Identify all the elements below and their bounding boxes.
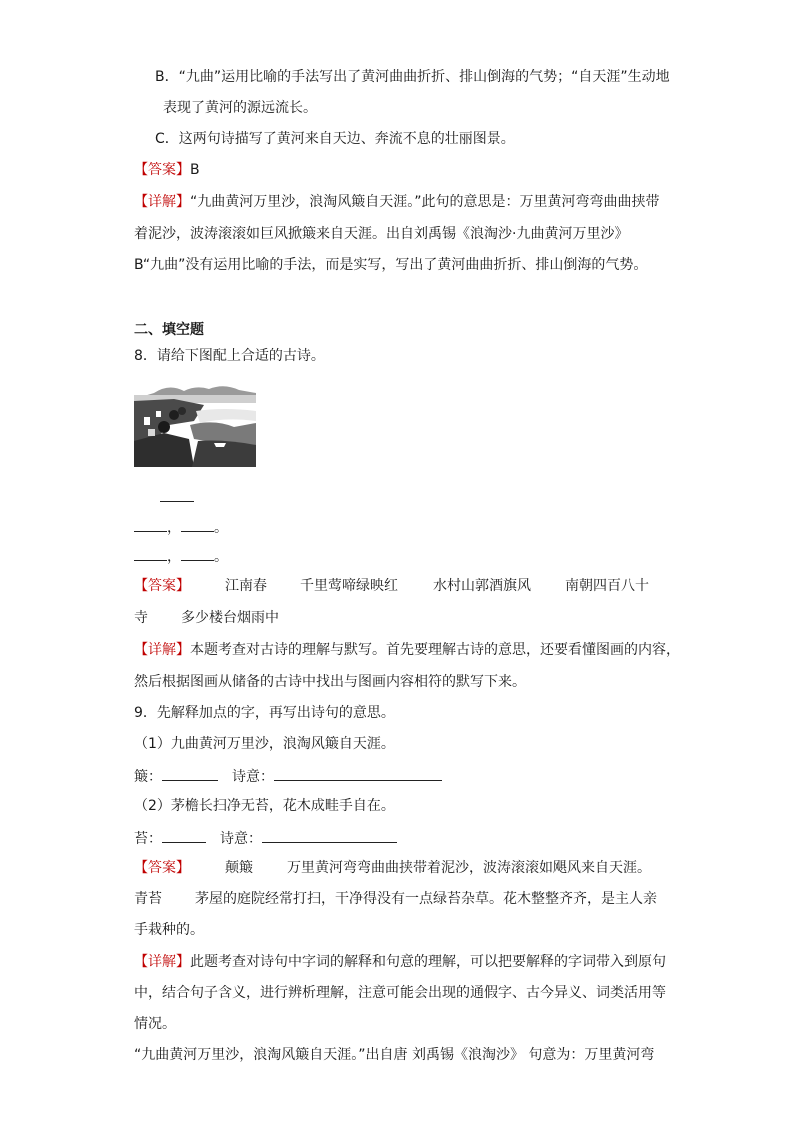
q9-prompt: 9．先解释加点的字，再写出诗句的意思。 bbox=[134, 705, 395, 721]
q7-detail-2: 着泥沙，波涛滚滚如巨风掀簸来自天涯。出自刘禹锡《浪淘沙·九曲黄河万里沙》 bbox=[134, 226, 629, 242]
answer-label: 【答案】 bbox=[134, 578, 190, 594]
q8-answer bbox=[134, 576, 190, 596]
q9-answer-2a: 青苔 bbox=[134, 891, 162, 907]
q9-detail-3: 情况。 bbox=[134, 1016, 176, 1032]
q8-answer-2: 千里莺啼绿映红 bbox=[300, 578, 398, 594]
option-c: C．这两句诗描写了黄河来自天边、奔流不息的壮丽图景。 bbox=[155, 131, 515, 147]
period: 。 bbox=[214, 549, 228, 565]
q8-prompt: 8．请给下图配上合适的古诗。 bbox=[134, 348, 325, 364]
sub2-char-label: 苔： bbox=[134, 831, 162, 847]
sub1-char-blank[interactable] bbox=[162, 765, 218, 781]
q8-line-1-blanks[interactable] bbox=[134, 516, 228, 538]
detail-text: 本题考查对古诗的理解与默写。首先要理解古诗的意思，还要看懂图画的内容， bbox=[190, 642, 680, 658]
q8-detail-2: 然后根据图画从储备的古诗中找出与图画内容相符的默写下来。 bbox=[134, 674, 526, 690]
sub1-meaning-blank[interactable] bbox=[274, 765, 442, 781]
sub2-char-blank[interactable] bbox=[162, 827, 206, 843]
sub2-meaning-blank[interactable] bbox=[262, 827, 397, 843]
option-b-line-2: 表现了黄河的源远流长。 bbox=[163, 100, 317, 116]
q9-sub2-fields bbox=[134, 827, 397, 849]
q8-answer-4: 南朝四百八十 bbox=[565, 578, 649, 594]
q9-sub1-fields bbox=[134, 765, 442, 787]
sub1-char-label: 簸： bbox=[134, 769, 162, 785]
detail-label: 【详解】 bbox=[134, 954, 190, 970]
section-heading: 二、填空题 bbox=[134, 322, 204, 338]
q9-answer-2c: 手栽种的。 bbox=[134, 922, 204, 938]
q8-answer-cont-2: 多少楼台烟雨中 bbox=[181, 610, 279, 626]
q9-answer-2b: 茅屋的庭院经常打扫，干净得没有一点绿苔杂草。花木整整齐齐，是主人亲 bbox=[195, 891, 657, 907]
detail-text: 此题考查对诗句中字词的解释和句意的理解，可以把要解释的字词带入到原句 bbox=[190, 954, 666, 970]
comma: ， bbox=[167, 549, 181, 565]
q9-answer-1a: 颠簸 bbox=[225, 860, 253, 876]
q8-answer-cont-1: 寺 bbox=[134, 610, 148, 626]
q8-line-2-blanks[interactable] bbox=[134, 545, 228, 567]
q7-detail-3: B“九曲”没有运用比喻的手法，而是实写，写出了黄河曲曲折折、排山倒海的气势。 bbox=[134, 257, 648, 273]
comma: ， bbox=[167, 520, 181, 536]
q8-detail-1 bbox=[134, 640, 680, 660]
detail-text: “九曲黄河万里沙，浪淘风簸自天涯。”此句的意思是：万里黄河弯弯曲曲挟带 bbox=[190, 194, 660, 210]
option-b-line-1: B．“九曲”运用比喻的手法写出了黄河曲曲折折、排山倒海的气势；“自天涯”生动地 bbox=[155, 69, 670, 85]
q8-answer-1: 江南春 bbox=[225, 578, 267, 594]
q9-detail-4: “九曲黄河万里沙，浪淘风簸自天涯。”出自唐 刘禹锡《浪淘沙》 句意为：万里黄河弯 bbox=[134, 1047, 655, 1063]
q9-detail-2: 中，结合句子含义，进行辨析理解，注意可能会出现的通假字、古今异义、词类活用等 bbox=[134, 985, 666, 1001]
q8-answer-3: 水村山郭酒旗风 bbox=[433, 578, 531, 594]
q7-detail-1 bbox=[134, 192, 660, 212]
sub1-meaning-label: 诗意： bbox=[232, 769, 274, 785]
detail-label: 【详解】 bbox=[134, 194, 190, 210]
answer-value: B bbox=[190, 162, 200, 178]
q9-sub1: （1）九曲黄河万里沙，浪淘风簸自天涯。 bbox=[134, 736, 395, 752]
q9-answer-1b: 万里黄河弯弯曲曲挟带着泥沙，波涛滚滚如飓风来自天涯。 bbox=[287, 860, 651, 876]
answer-label: 【答案】 bbox=[134, 162, 190, 178]
sub2-meaning-label: 诗意： bbox=[220, 831, 262, 847]
q7-answer bbox=[134, 160, 200, 180]
q8-title-blank[interactable] bbox=[160, 486, 194, 508]
landscape-illustration bbox=[134, 381, 256, 467]
answer-label: 【答案】 bbox=[134, 860, 190, 876]
q9-sub2: （2）茅檐长扫净无苔，花木成畦手自在。 bbox=[134, 798, 395, 814]
q9-answer bbox=[134, 858, 190, 878]
q9-detail-1 bbox=[134, 952, 666, 972]
period: 。 bbox=[214, 520, 228, 536]
detail-label: 【详解】 bbox=[134, 642, 190, 658]
